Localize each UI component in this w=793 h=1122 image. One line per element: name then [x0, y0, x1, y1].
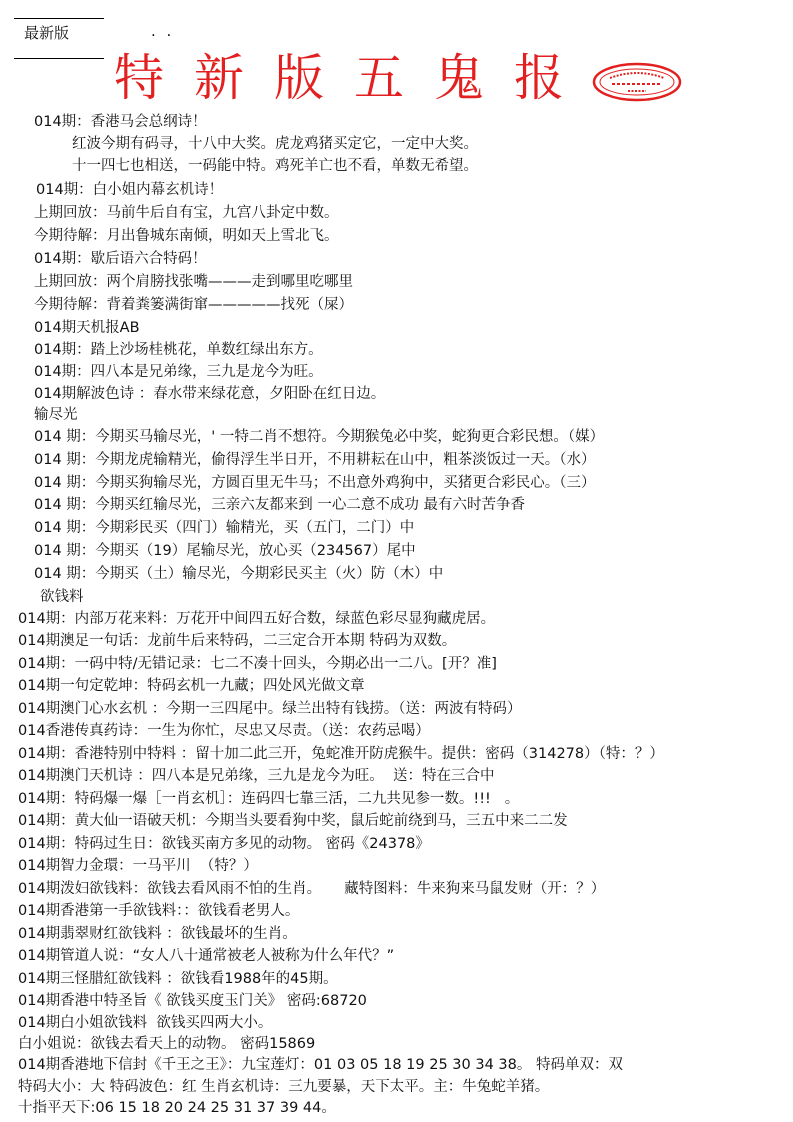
text-line: 014期天机报AB — [34, 320, 140, 336]
text-line: 红波今期有码寻，十八中大奖。虎龙鸡猪买定它，一定中大奖。 — [72, 136, 478, 152]
text-line: 014期泼妇欲钱料：欲钱去看风雨不怕的生肖。 藏特图料：牛来狗来马鼠发财（开：？） — [18, 881, 606, 897]
text-line: 014期澳门心水玄机 ：今期一三四尾中。绿兰出特有钱捞。（送：两波有特码） — [18, 701, 522, 717]
text-line: 十指平天下:06 15 18 20 24 25 31 37 39 44。 — [18, 1100, 336, 1116]
text-line: 014期：白小姐内幕玄机诗！ — [36, 182, 224, 198]
text-line: 上期回放：马前牛后自有宝，九宫八卦定中数。 — [34, 205, 339, 221]
text-line: 014 期：今期买（土）输尽光，今期彩民买主（火）防（木）中 — [34, 566, 444, 582]
text-line: 014期解波色诗 ：春水带来绿花意，夕阳卧在红日边。 — [34, 386, 386, 402]
text-line: 白小姐说：欲钱去看天上的动物。 密码15869 — [18, 1036, 316, 1052]
text-line: 014期智力金環：一马平川 （特？） — [18, 858, 258, 874]
text-line: 014期香港地下信封《千王之王》：九宝莲灯：01 03 05 18 19 25 30 34 38。 特码单双：双 — [18, 1057, 623, 1073]
text-line: 014 期：今期彩民买（四门）输精光，买（五门，二门）中 — [34, 520, 415, 536]
text-line: 上期回放：两个肩膀找张嘴———走到哪里吃哪里 — [34, 274, 353, 290]
text-line: 014 期：今期买（19）尾输尽光，放心买（234567）尾中 — [34, 543, 416, 559]
text-line: 014期一句定乾坤：特码玄机一九藏；四处风光做文章 — [18, 678, 365, 694]
edition-label: 最新版 — [24, 24, 70, 42]
text-line: 十一四七也相送，一码能中特。鸡死羊亡也不看，单数无希望。 — [72, 158, 478, 174]
text-line: 014期：特码爆一爆［一肖玄机］：连码四七靠三活，二九共见参一数。!!! 。 — [18, 791, 520, 807]
text-line: 014期：香港马会总纲诗！ — [34, 114, 207, 130]
text-line: 014期三怪腊紅欲钱料 ：欲钱看1988年的45期。 — [18, 971, 338, 987]
text-line: 014期：歇后语六合特码！ — [34, 251, 207, 267]
text-line: 014期：特码过生日：欲钱买南方多见的动物。 密码《24378》 — [18, 836, 430, 852]
text-line: 014期：踏上沙场桂桃花，单数红绿出东方。 — [34, 342, 323, 358]
text-line: 014期澳足一句话：龙前牛后来特码，二三定合开本期 特码为双数。 — [18, 633, 457, 649]
text-line: 014期翡翠财红欲钱料 ：欲钱最坏的生肖。 — [18, 926, 297, 942]
text-line: 014香港传真药诗：一生为你忙，尽忠又尽责。（送：农药忌喝） — [18, 723, 430, 739]
text-line: 014期：内部万花来料：万花开中间四五好合数，绿蓝色彩尽显狗藏虎居。 — [18, 611, 496, 627]
page-title: 特新版五鬼报 — [114, 49, 594, 107]
text-line: 014期香港第一手欲钱料：：欲钱看老男人。 — [18, 903, 300, 919]
text-line: 014期香港中特圣旨《 欲钱买度玉门关》 密码:68720 — [18, 993, 367, 1009]
text-line: 014期：四八本是兄弟缘，三九是龙今为旺。 — [34, 364, 323, 380]
text-line: 特码大小：大 特码波色：红 生肖玄机诗：三九要暴，天下太平。主：牛兔蛇羊猪。 — [18, 1079, 550, 1095]
text-line: 014 期：今期买马输尽光，' 一特二肖不想符。今期猴兔必中奖，蛇狗更合彩民想。（媒） — [34, 429, 605, 445]
section-heading: 输尽光 — [34, 407, 78, 423]
text-line: 014 期：今期龙虎输精光，偷得浮生半日开，不用耕耘在山中，粗茶淡饭过一天。（水） — [34, 452, 596, 468]
text-line: 014期：一码中特/无错记录：七二不凑十回头，今期必出一二八。[开？准] — [18, 656, 497, 672]
text-line: 014 期：今期买红输尽光，三亲六友都来到 一心二意不成功 最有六时苦争香 — [34, 497, 526, 513]
text-line: 014 期：今期买狗输尽光，方圆百里无牛马；不出意外鸡狗中，买猪更合彩民心。（三） — [34, 475, 596, 491]
text-line: 014期白小姐欲钱料 欲钱买四两大小。 — [18, 1015, 273, 1031]
text-line: 014期管道人说：“女人八十通常被老人被称为什么年代？” — [18, 948, 395, 964]
text-line: 014期：香港特别中特料 ：留十加二此三开，兔蛇准开防虎猴牛。提供：密码（314278）（特：？） — [18, 746, 664, 762]
section-heading: 欲钱料 — [40, 589, 84, 605]
dots-mark: . . — [151, 22, 175, 40]
text-line: 今期待解：背着粪篓满街窜—————找死（屎） — [34, 297, 353, 313]
text-line: 014期：黄大仙一语破天机：今期当头要看狗中奖，鼠后蛇前绕到马，三五中来二二发 — [18, 813, 568, 829]
text-line: 今期待解：月出鲁城东南倾，明如天上雪北飞。 — [34, 228, 339, 244]
text-line: 014期澳门天机诗 ：四八本是兄弟缘，三九是龙今为旺。 送：特在三合中 — [18, 768, 495, 784]
